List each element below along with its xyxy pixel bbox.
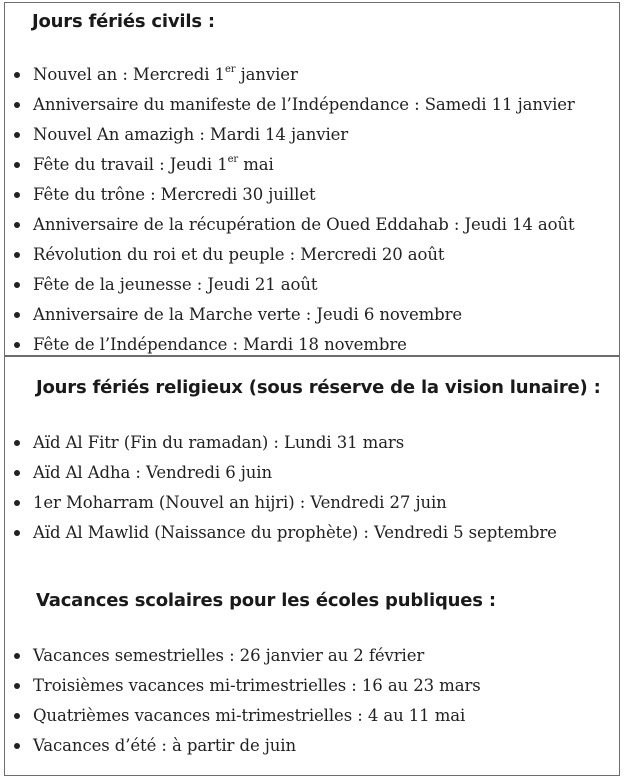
list-item: Nouvel An amazigh : Mardi 14 janvier — [5, 120, 575, 150]
bullet-icon — [14, 72, 20, 78]
list-item: Anniversaire du manifeste de l’Indépendance : Samedi 11 janvier — [5, 90, 575, 120]
list-item: Quatrièmes vacances mi-trimestrielles : 4 au 11 mai — [5, 701, 481, 731]
religious-holidays-list — [5, 428, 557, 548]
bullet-icon — [14, 162, 20, 168]
civil-holidays-heading: Jours fériés civils : — [32, 11, 215, 32]
bullet-icon — [14, 312, 20, 318]
list-item: Vacances d’été : à partir de juin — [5, 731, 481, 761]
bullet-icon — [14, 132, 20, 138]
list-item: Fête de la jeunesse : Jeudi 21 août — [5, 270, 575, 300]
list-item: Fête de l’Indépendance : Mardi 18 novembre — [5, 330, 575, 360]
bullet-icon — [14, 222, 20, 228]
list-item: Aïd Al Mawlid (Naissance du prophète) : Vendredi 5 septembre — [5, 518, 557, 548]
religious-and-school-panel — [4, 356, 620, 776]
list-item: Révolution du roi et du peuple : Mercredi 20 août — [5, 240, 575, 270]
bullet-icon — [14, 653, 20, 659]
bullet-icon — [14, 500, 20, 506]
bullet-icon — [14, 683, 20, 689]
bullet-icon — [14, 470, 20, 476]
bullet-icon — [14, 713, 20, 719]
list-item: 1er Moharram (Nouvel an hijri) : Vendredi 27 juin — [5, 488, 557, 518]
list-item: Fête du trône : Mercredi 30 juillet — [5, 180, 575, 210]
list-item: Aïd Al Adha : Vendredi 6 juin — [5, 458, 557, 488]
bullet-icon — [14, 342, 20, 348]
bullet-icon — [14, 102, 20, 108]
bullet-icon — [14, 743, 20, 749]
list-item: Anniversaire de la Marche verte : Jeudi 6 novembre — [5, 300, 575, 330]
list-item: Fête du travail : Jeudi 1er mai — [5, 150, 575, 180]
civil-holidays-panel — [4, 2, 620, 356]
bullet-icon — [14, 530, 20, 536]
list-item: Troisièmes vacances mi-trimestrielles : 16 au 23 mars — [5, 671, 481, 701]
civil-holidays-list — [5, 60, 575, 360]
list-item: Aïd Al Fitr (Fin du ramadan) : Lundi 31 mars — [5, 428, 557, 458]
list-item: Vacances semestrielles : 26 janvier au 2 février — [5, 641, 481, 671]
school-vacations-list — [5, 641, 481, 761]
bullet-icon — [14, 192, 20, 198]
bullet-icon — [14, 440, 20, 446]
list-item: Anniversaire de la récupération de Oued Eddahab : Jeudi 14 août — [5, 210, 575, 240]
religious-holidays-heading: Jours fériés religieux (sous réserve de la vision lunaire) : — [36, 377, 601, 398]
bullet-icon — [14, 252, 20, 258]
school-vacations-heading: Vacances scolaires pour les écoles publiques : — [36, 590, 496, 611]
bullet-icon — [14, 282, 20, 288]
list-item: Nouvel an : Mercredi 1er janvier — [5, 60, 575, 90]
